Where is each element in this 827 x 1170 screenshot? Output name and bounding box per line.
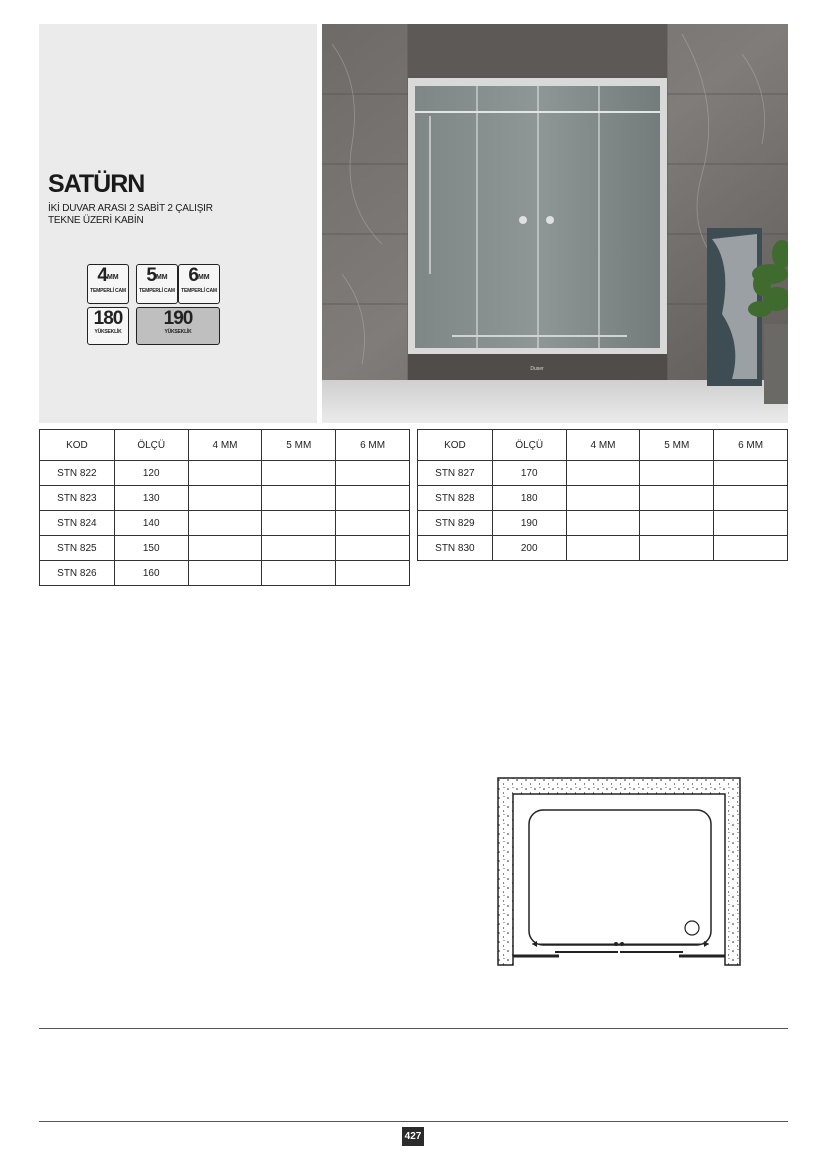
header-kod: KOD xyxy=(418,430,493,461)
table-row xyxy=(40,511,410,536)
divider-line xyxy=(39,1028,788,1029)
wall-outline xyxy=(498,778,740,965)
table-row xyxy=(418,461,788,486)
badge-label: TEMPERLİ CAM xyxy=(181,288,217,294)
height-190-badge xyxy=(136,307,220,345)
cell-5mm xyxy=(262,561,336,586)
cell-kod: STN 827 xyxy=(418,461,493,486)
table-header-row xyxy=(418,430,788,461)
product-title: SATÜRN xyxy=(48,170,145,198)
cell-4mm xyxy=(188,486,262,511)
cell-6mm xyxy=(336,461,410,486)
badge-label: TEMPERLİ CAM xyxy=(90,288,126,294)
shower-tray xyxy=(529,810,711,945)
cell-kod: STN 822 xyxy=(40,461,115,486)
table-row xyxy=(418,536,788,561)
header-6mm: 6 MM xyxy=(714,430,788,461)
table-row xyxy=(40,561,410,586)
handle-icon xyxy=(620,942,624,946)
table-row xyxy=(40,486,410,511)
cell-kod: STN 824 xyxy=(40,511,115,536)
page-number: 427 xyxy=(402,1127,424,1146)
height-180-badge xyxy=(87,307,129,345)
badge-unit: MM xyxy=(106,274,119,281)
cell-kod: STN 825 xyxy=(40,536,115,561)
header-6mm: 6 MM xyxy=(336,430,410,461)
cell-6mm xyxy=(714,461,788,486)
header-olcu: ÖLÇÜ xyxy=(114,430,188,461)
cell-olcu: 190 xyxy=(492,511,566,536)
glass-6mm-badge xyxy=(178,264,220,304)
handle-icon xyxy=(614,942,618,946)
cell-6mm xyxy=(336,561,410,586)
table-row xyxy=(40,461,410,486)
header-olcu: ÖLÇÜ xyxy=(492,430,566,461)
header-4mm: 4 MM xyxy=(566,430,640,461)
cell-kod: STN 829 xyxy=(418,511,493,536)
cell-6mm xyxy=(336,511,410,536)
table-row xyxy=(40,536,410,561)
cell-4mm xyxy=(566,486,640,511)
badge-unit: MM xyxy=(197,274,210,281)
header-5mm: 5 MM xyxy=(640,430,714,461)
drain-icon xyxy=(685,921,699,935)
cell-olcu: 140 xyxy=(114,511,188,536)
photo-brand-mark: Duser xyxy=(530,366,544,372)
cell-kod: STN 826 xyxy=(40,561,115,586)
cell-4mm xyxy=(188,561,262,586)
spec-table-left xyxy=(39,429,410,586)
cell-5mm xyxy=(640,511,714,536)
footer-line xyxy=(39,1121,788,1122)
header-kod: KOD xyxy=(40,430,115,461)
badge-value: 190 xyxy=(163,308,193,329)
cell-5mm xyxy=(640,536,714,561)
cell-6mm xyxy=(714,486,788,511)
cell-olcu: 120 xyxy=(114,461,188,486)
cell-4mm xyxy=(566,461,640,486)
cell-olcu: 180 xyxy=(492,486,566,511)
badge-value: 6 xyxy=(188,265,198,286)
table-header-row xyxy=(40,430,410,461)
badge-label: YÜKSEKLİK xyxy=(164,329,192,335)
table-row xyxy=(418,511,788,536)
badge-label: YÜKSEKLİK xyxy=(94,329,122,335)
cell-olcu: 160 xyxy=(114,561,188,586)
badge-value: 180 xyxy=(93,308,123,329)
cell-4mm xyxy=(566,511,640,536)
cell-6mm xyxy=(714,536,788,561)
product-subtitle xyxy=(48,203,238,227)
glass-5mm-badge xyxy=(136,264,178,304)
cell-5mm xyxy=(262,536,336,561)
table-row xyxy=(418,486,788,511)
cell-4mm xyxy=(188,536,262,561)
cell-5mm xyxy=(262,461,336,486)
cell-4mm xyxy=(566,536,640,561)
cell-4mm xyxy=(188,511,262,536)
cell-5mm xyxy=(640,461,714,486)
cell-kod: STN 823 xyxy=(40,486,115,511)
header-5mm: 5 MM xyxy=(262,430,336,461)
cell-kod: STN 830 xyxy=(418,536,493,561)
cell-kod: STN 828 xyxy=(418,486,493,511)
badge-value: 4 xyxy=(97,265,107,286)
glass-4mm-badge xyxy=(87,264,129,304)
subtitle-line-1: İKİ DUVAR ARASI 2 SABİT 2 ÇALIŞIR xyxy=(48,203,213,214)
top-view-diagram xyxy=(497,777,741,970)
cell-olcu: 200 xyxy=(492,536,566,561)
badge-unit: MM xyxy=(155,274,168,281)
cell-5mm xyxy=(262,511,336,536)
badge-value: 5 xyxy=(146,265,156,286)
subtitle-line-2: TEKNE ÜZERİ KABİN xyxy=(48,215,144,226)
cell-olcu: 130 xyxy=(114,486,188,511)
cell-6mm xyxy=(336,486,410,511)
product-photo xyxy=(322,24,788,423)
badge-label: TEMPERLİ CAM xyxy=(139,288,175,294)
cell-olcu: 170 xyxy=(492,461,566,486)
cell-5mm xyxy=(640,486,714,511)
cell-6mm xyxy=(714,511,788,536)
header-4mm: 4 MM xyxy=(188,430,262,461)
spec-table-right xyxy=(417,429,788,561)
cell-6mm xyxy=(336,536,410,561)
cell-4mm xyxy=(188,461,262,486)
cell-5mm xyxy=(262,486,336,511)
cell-olcu: 150 xyxy=(114,536,188,561)
